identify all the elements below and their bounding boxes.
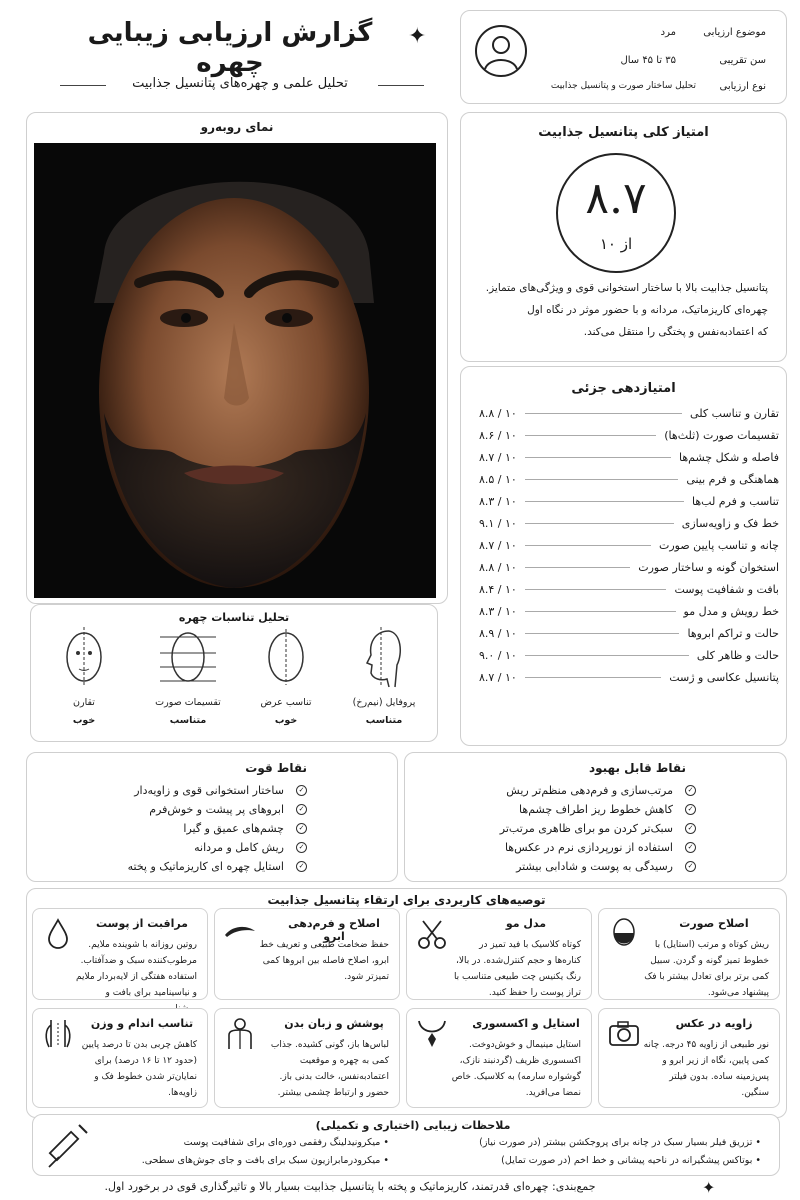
strengths-title: نقاط قوت bbox=[245, 761, 307, 775]
rec-card-eyebrow: اصلاح و فرم‌دهی ابرو حفظ ضخامت طبیعی و تعریف خط ابرو، اصلاح فاصله بین ابروها کمی تمیزتر شود. bbox=[214, 908, 400, 1000]
list-item: ✓ استفاده از نورپردازی نرم در عکس‌ها bbox=[500, 838, 696, 857]
score-row bbox=[479, 645, 779, 665]
score-row bbox=[479, 469, 779, 489]
camera-icon bbox=[607, 1017, 641, 1051]
score-value: ۸.۷ / ۱۰ bbox=[479, 670, 517, 684]
improvements-title: نقاط قابل بهبود bbox=[588, 761, 686, 775]
score-value: ۸.۳ / ۱۰ bbox=[479, 604, 517, 618]
score-label: تقارن و تناسب کلی bbox=[690, 406, 779, 420]
score-row bbox=[479, 491, 779, 511]
proportions-title: تحلیل تناسبات چهره bbox=[178, 611, 290, 624]
note-item: • میکرودرمابرازیون سبک برای بافت و جای جوش‌های سطحی. bbox=[141, 1155, 389, 1166]
dotted-leader bbox=[525, 413, 682, 414]
score-row bbox=[479, 513, 779, 533]
improvements-list bbox=[500, 781, 696, 876]
dotted-leader bbox=[525, 677, 661, 678]
body-icon bbox=[41, 1017, 75, 1051]
proportions-panel bbox=[30, 604, 438, 742]
score-label: خط رویش و مدل مو bbox=[683, 604, 779, 618]
score-circle bbox=[556, 153, 676, 273]
eyebrow-icon bbox=[223, 917, 257, 951]
score-row bbox=[479, 623, 779, 643]
score-label: تناسب و فرم لب‌ها bbox=[692, 494, 779, 508]
note-item: • بوتاکس پیشگیرانه در ناحیه پیشانی و خط اخم (در صورت تمایل) bbox=[501, 1155, 761, 1166]
note-item: • تزریق فیلر بسیار سبک در چانه برای پروجکشن بیشتر (در صورت نیاز) bbox=[479, 1137, 761, 1148]
syringe-icon bbox=[45, 1119, 91, 1171]
strengths-panel bbox=[26, 752, 398, 882]
score-value: ۸.۷ bbox=[585, 173, 647, 224]
score-row bbox=[479, 667, 779, 687]
score-value: ۸.۵ / ۱۰ bbox=[479, 472, 517, 486]
sparkle-icon: ✦ bbox=[408, 24, 427, 49]
check-icon: ✓ bbox=[296, 861, 307, 872]
prop-profile: پروفایل (نیم‌رخ) متناسب bbox=[339, 625, 429, 731]
score-value: ۸.۹ / ۱۰ bbox=[479, 626, 517, 640]
dotted-leader bbox=[525, 501, 684, 502]
score-row bbox=[479, 557, 779, 577]
strengths-list bbox=[128, 781, 307, 876]
score-label: حالت و تراکم ابروها bbox=[687, 626, 779, 640]
list-item: ✓ ریش کامل و مردانه bbox=[128, 838, 307, 857]
rec-card-hair: مدل مو کوتاه کلاسیک با فید تمیز در کناره‌ها و حجم کنترل‌شده. در بالا، رنگ یکنیس چت طبیعی متناسب با تراز پوست را حفظ کنید. bbox=[406, 908, 592, 1000]
score-label: چانه و تناسب پایین صورت bbox=[658, 538, 779, 552]
score-row bbox=[479, 447, 779, 467]
list-item: ✓ استایل چهره ای کاریزماتیک و پخته bbox=[128, 857, 307, 876]
score-label: استخوان گونه و ساختار صورت bbox=[638, 560, 779, 574]
score-out-of: از ۱۰ bbox=[599, 235, 633, 253]
rec-card-style: استایل و اکسسوری استایل مینیمال و خوش‌دوخت. اکسسوری ظریف (گردنبند نازک، گوشواره سارمه) به کلاسیک. خاص نمضا می‌افرید. bbox=[406, 1008, 592, 1108]
score-value: ۸.۸ / ۱۰ bbox=[479, 560, 517, 574]
dotted-leader bbox=[525, 435, 656, 436]
note-item: • میکرونیدلینگ رفقمی دوره‌ای برای شفافیت پوست bbox=[183, 1137, 389, 1148]
score-value: ۸.۷ / ۱۰ bbox=[479, 538, 517, 552]
score-value: ۹.۰ / ۱۰ bbox=[479, 648, 517, 662]
face-thirds-icon bbox=[158, 625, 218, 689]
check-icon: ✓ bbox=[685, 861, 696, 872]
footer-star-icon: ✦ bbox=[702, 1178, 716, 1197]
face-photo bbox=[34, 143, 436, 598]
check-icon: ✓ bbox=[685, 842, 696, 853]
list-item: ✓ رسیدگی به پوست و شادابی بیشتر bbox=[500, 857, 696, 876]
info-row-age: سن تقریبی ۳۵ تا ۴۵ سال bbox=[620, 55, 766, 66]
score-row bbox=[479, 601, 779, 621]
title-line-right bbox=[378, 85, 424, 86]
face-profile-icon bbox=[359, 625, 409, 689]
dotted-leader bbox=[525, 589, 667, 590]
rec-card-clothing: پوشش و زبان بدن لباس‌ها باز، گونی کشیده. جذاب کمی به چهره و موقعیت اعتمادبه‌نفس، خالت بدنی باز. حضور و ارتباط چشمی بیشتر. bbox=[214, 1008, 400, 1108]
dotted-leader bbox=[525, 545, 651, 546]
score-label: خط فک و زاویه‌سازی bbox=[681, 516, 779, 530]
score-label: پتانسیل عکاسی و ژست bbox=[669, 670, 779, 684]
check-icon: ✓ bbox=[685, 785, 696, 796]
score-value: ۸.۶ / ۱۰ bbox=[479, 428, 517, 442]
dotted-leader bbox=[525, 523, 674, 524]
notes-panel bbox=[32, 1114, 780, 1176]
face-width-icon bbox=[261, 625, 311, 689]
suit-icon bbox=[223, 1017, 257, 1051]
list-item: ✓ ابروهای پر پیشت و خوش‌فرم bbox=[128, 800, 307, 819]
dotted-leader bbox=[525, 655, 689, 656]
score-label: حالت و ظاهر کلی bbox=[696, 648, 779, 662]
beard-face-icon bbox=[607, 917, 641, 951]
recommendations-title: توصیه‌های کاربردی برای ارتقاء پتانسیل جذابیت bbox=[267, 893, 546, 907]
score-row bbox=[479, 535, 779, 555]
score-row bbox=[479, 403, 779, 423]
info-panel bbox=[460, 10, 787, 104]
score-value: ۸.۸ / ۱۰ bbox=[479, 406, 517, 420]
check-icon: ✓ bbox=[685, 804, 696, 815]
score-value: ۸.۴ / ۱۰ bbox=[479, 582, 517, 596]
list-item: ✓ ساختار استخوانی قوی و زاویه‌دار bbox=[128, 781, 307, 800]
prop-thirds: تقسیمات صورت متناسب bbox=[143, 625, 233, 731]
list-item: ✓ سبک‌تر کردن مو برای ظاهری مرتب‌تر bbox=[500, 819, 696, 838]
score-label: فاصله و شکل چشم‌ها bbox=[679, 450, 779, 464]
avatar-icon bbox=[475, 25, 527, 77]
dotted-leader bbox=[525, 479, 678, 480]
info-row-subject: موضوع ارزیابی مرد bbox=[660, 27, 766, 38]
overall-score-panel bbox=[460, 112, 787, 362]
check-icon: ✓ bbox=[296, 823, 307, 834]
rec-card-body: تناسب اندام و وزن کاهش چربی بدن تا درصد پایین (حدود ۱۲ تا ۱۶ درصد) برای نمایان‌تر شدن خطوط فک و زاویه‌ها. bbox=[32, 1008, 208, 1108]
sub-scores-panel bbox=[460, 366, 787, 746]
score-row bbox=[479, 579, 779, 599]
list-item: ✓ مرتب‌سازی و فرم‌دهی منظم‌تر ریش bbox=[500, 781, 696, 800]
check-icon: ✓ bbox=[685, 823, 696, 834]
score-value: ۸.۷ / ۱۰ bbox=[479, 450, 517, 464]
rec-card-face: اصلاح صورت ریش کوتاه و مرتب (استایل) با خطوط تمیز گونه و گردن. سبیل کمی برتر برای تعادل بیشتر با فک پیشنهاد می‌شود. bbox=[598, 908, 780, 1000]
prop-width: تناسب عرض خوب bbox=[241, 625, 331, 731]
dotted-leader bbox=[525, 611, 676, 612]
footer-summary: جمع‌بندی: چهره‌ای قدرتمند، کاریزماتیک و پخته با پتانسیل جذابیت بسیار بالا و تاثیرگذاری قوی در برخورد اول. bbox=[104, 1180, 596, 1193]
info-row-type: نوع ارزیابی تحلیل ساختار صورت و پتانسیل جذابیت bbox=[550, 81, 766, 92]
score-value: ۸.۳ / ۱۰ bbox=[479, 494, 517, 508]
check-icon: ✓ bbox=[296, 804, 307, 815]
rec-card-camera: زاویه در عکس نور طبیعی از زاویه ۴۵ درجه. چانه کمی پایین، نگاه از زیر ابرو و پس‌زمینه ساده. بدون فیلتر سنگین. bbox=[598, 1008, 780, 1108]
dotted-leader bbox=[525, 457, 671, 458]
score-label: تقسیمات صورت (ثلث‌ها) bbox=[664, 428, 779, 442]
score-label: هماهنگی و فرم بینی bbox=[686, 472, 779, 486]
list-item: ✓ کاهش خطوط ریز اطراف چشم‌ها bbox=[500, 800, 696, 819]
necklace-icon bbox=[415, 1017, 449, 1051]
score-description: پتانسیل جذابیت بالا با ساختار استخوانی قوی و ویژگی‌های متمایز. چهره‌ای کاریزماتیک، مردانه و با حضور موثر در نگاه اول که اعتمادبه‌نفس و پختگی را منتقل می‌کند. bbox=[485, 282, 768, 338]
score-row bbox=[479, 425, 779, 445]
report-title: گزارش ارزیابی زیبایی چهره bbox=[87, 18, 373, 78]
sub-scores-title: امتیازدهی جزئی bbox=[571, 381, 676, 396]
drop-icon bbox=[41, 917, 75, 951]
list-item: ✓ چشم‌های عمیق و گیرا bbox=[128, 819, 307, 838]
rec-card-skin: مراقبت از پوست روتین روزانه با شوینده ملایم. مرطوب‌کننده سبک و ضدآفتاب. استفاده هفتگی از لایه‌بردار ملایم و نیاسینامید برای بافت و bbox=[32, 908, 208, 1000]
improvements-panel bbox=[404, 752, 787, 882]
notes-title: ملاحظات زیبایی (اختیاری و تکمیلی) bbox=[315, 1119, 511, 1132]
overall-score-title: امتیاز کلی پتانسیل جذابیت bbox=[538, 125, 709, 140]
photo-label: نمای روبه‌رو bbox=[200, 120, 274, 134]
scissors-icon bbox=[415, 917, 449, 951]
check-icon: ✓ bbox=[296, 785, 307, 796]
report-subtitle: تحلیل علمی و چهره‌های پتانسیل جذابیت bbox=[132, 76, 348, 91]
score-value: ۹.۱ / ۱۰ bbox=[479, 516, 517, 530]
dotted-leader bbox=[525, 633, 680, 634]
score-label: بافت و شفافیت پوست bbox=[674, 582, 779, 596]
dotted-leader bbox=[525, 567, 630, 568]
check-icon: ✓ bbox=[296, 842, 307, 853]
prop-symmetry: تقارن خوب bbox=[39, 625, 129, 731]
face-symmetry-icon bbox=[59, 625, 109, 689]
